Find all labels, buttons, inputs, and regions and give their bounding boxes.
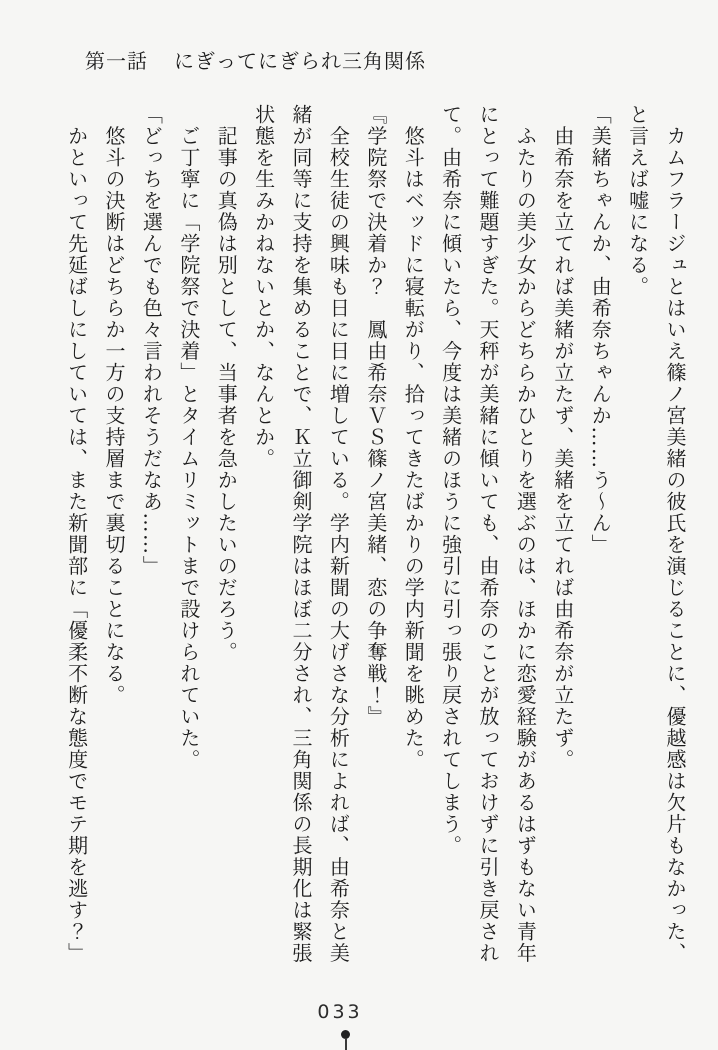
text-column: ふたりの美少女からどちらかひとりを選ぶのは、ほかに恋愛経験があるはずもない青年 [513,104,538,964]
text-column: と言えば嘘になる。 [625,104,650,298]
text-column: て。由希奈に傾いたら、今度は美緒のほうに強引に引っ張り戻されてしまう。 [438,104,463,857]
text-column: 悠斗はベッドに寝転がり、拾ってきたばかりの学内新聞を眺めた。 [401,104,426,771]
text-column: ご丁寧に「学院祭で決着」とタイムリミットまで設けられていた。 [176,104,201,771]
text-column: 由希奈を立てれば美緒が立たず、美緒を立てれば由希奈が立たず。 [550,104,575,771]
text-column: 悠斗の決断はどちらか一方の支持層まで裏切ることになる。 [102,104,126,706]
text-column: 全校生徒の興味も日に日に増している。学内新聞の大げさな分析によれば、由希奈と美 [326,104,351,964]
text-column: 「どっちを選んでも色々言われそうだなあ……」 [139,104,164,577]
text-column: 状態を生みかねないとか、なんとか。 [251,104,276,470]
text-column: 緒が同等に支持を集めることで、Ｋ立御剣学院はほぼ二分され、三角関係の長期化は緊張 [289,104,313,964]
page-marker-stem [345,1038,347,1050]
text-column: 『学院祭で決着か？ 鳳由希奈ＶＳ篠ノ宮美緒、恋の争奪戦！』 [363,104,388,728]
chapter-label: 第一話 [85,49,148,73]
text-column: 記事の真偽は別として、当事者を急かしたいのだろう。 [214,104,239,663]
chapter-title: にぎってにぎられ三角関係 [174,49,426,73]
text-column: かといって先延ばしにしていては、また新聞部に「優柔不断な態度でモテ期を逃す？」 [64,104,89,964]
text-column: 「美緒ちゃんか、由希奈ちゃんか……う～ん」 [588,104,613,556]
page-number: 033 [317,1001,363,1023]
text-column: にとって難題すぎた。天秤が美緒に傾いても、由希奈のことが放っておけずに引き戻され [476,104,500,964]
text-column: カムフラージュとはいえ篠ノ宮美緒の彼氏を演じることに、優越感は欠片もなかった、 [663,104,687,964]
